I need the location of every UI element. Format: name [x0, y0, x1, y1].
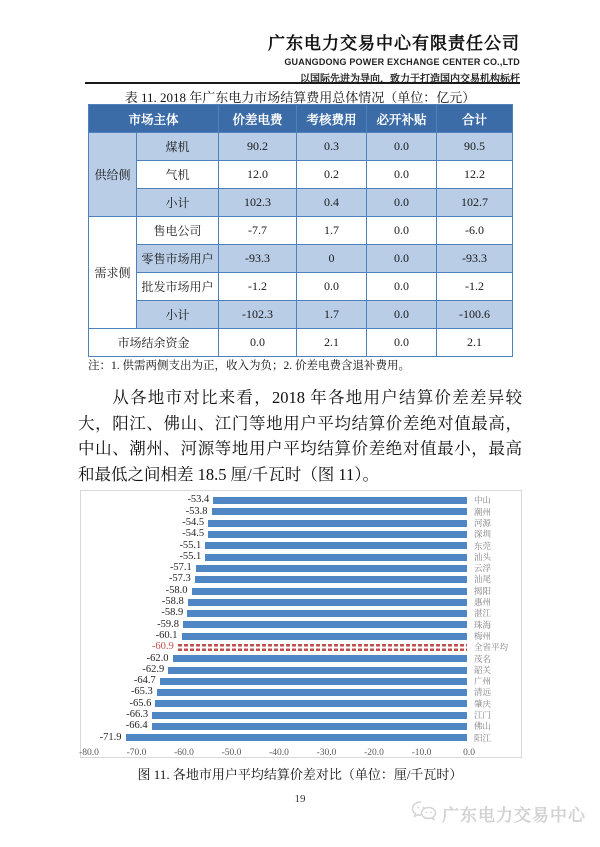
- chart-bar-row: [89, 687, 513, 698]
- bar-value-label: -59.8: [157, 618, 179, 630]
- chart-x-axis: [79, 747, 475, 762]
- company-slogan: 以国际先进为导向，致力于打造国内交易机构标杆: [300, 74, 520, 86]
- table-row: [89, 245, 513, 273]
- city-bar: [195, 576, 467, 583]
- row-label-cell: 小计: [137, 301, 219, 329]
- city-bar: [173, 655, 468, 662]
- x-axis-tick: -80.0: [79, 747, 99, 758]
- value-cell: 0.0: [219, 329, 297, 357]
- chart-bar-row: [89, 495, 513, 506]
- city-label: 东莞: [474, 540, 492, 551]
- city-bar: [126, 734, 468, 741]
- city-bar: [182, 633, 468, 640]
- city-bar: [157, 689, 467, 696]
- chart-bar-row: [89, 664, 513, 675]
- chart-bar-row: [89, 551, 513, 562]
- paragraph-text: 从各地市对比来看，2018 年各地用户结算价差差异较大，阳江、佛山、江门等地用户平均结算价差绝对值最高，中山、潮州、河源等地用户平均结算价差绝对值最小，最高和最低之间相差 18.5 厘/千瓦时（图 11）。: [78, 388, 522, 484]
- chart-bar-row: [89, 676, 513, 687]
- value-cell: -1.2: [437, 273, 513, 301]
- page-header: [85, 34, 520, 85]
- city-bar: [183, 621, 467, 628]
- city-label: 湛江: [474, 608, 492, 619]
- column-header: 价差电费: [219, 105, 297, 133]
- x-axis-tick: -70.0: [126, 747, 147, 758]
- row-label-cell: 批发市场用户: [137, 273, 219, 301]
- x-axis-tick: -50.0: [221, 747, 242, 758]
- bar-value-label: -62.9: [142, 663, 165, 675]
- row-label-cell: 售电公司: [137, 217, 219, 245]
- bar-value-label: -54.5: [182, 528, 205, 540]
- row-group-cell: 供给侧: [89, 133, 137, 217]
- city-bar: [196, 565, 467, 572]
- figure-caption: 图 11. 各地市用户平均结算价差对比（单位：厘/千瓦时）: [137, 767, 463, 782]
- value-cell: -6.0: [437, 217, 513, 245]
- watermark-text: 广东电力交易中心: [442, 806, 586, 825]
- x-axis-tick: -60.0: [174, 747, 194, 758]
- city-label: 云浮: [474, 563, 492, 574]
- bar-value-label: -58.0: [165, 584, 188, 596]
- chart-bar-row: [89, 529, 513, 540]
- bar-value-label: -60.1: [155, 629, 178, 641]
- city-label: 河源: [474, 517, 492, 528]
- watermark: [411, 800, 586, 827]
- bar-value-label: -53.4: [187, 494, 210, 506]
- table-header-row: [89, 105, 513, 133]
- value-cell: 0.0: [367, 329, 437, 357]
- bar-value-label: -53.8: [185, 505, 208, 517]
- bar-value-label: -57.1: [169, 562, 192, 574]
- settlement-table: [88, 104, 513, 357]
- page-number: 19: [294, 793, 306, 805]
- chart-bar-row: [89, 710, 513, 721]
- value-cell: 102.3: [219, 189, 297, 217]
- chart-bar-row: [89, 540, 513, 551]
- chart-bar-row: [89, 698, 513, 709]
- city-label: 全省平均: [474, 642, 509, 653]
- column-header: 考核费用: [297, 105, 367, 133]
- value-cell: 12.2: [437, 161, 513, 189]
- value-cell: 2.1: [437, 329, 513, 357]
- value-cell: -93.3: [219, 245, 297, 273]
- table-row: [89, 329, 513, 357]
- column-header: 合计: [437, 105, 513, 133]
- chart-bar-row: [89, 653, 513, 664]
- chart-bar-row: [89, 631, 513, 642]
- row-label-cell: 煤机: [137, 133, 219, 161]
- city-label: 佛山: [474, 721, 492, 732]
- chart-bar-row: [89, 518, 513, 529]
- value-cell: 102.7: [437, 189, 513, 217]
- city-bar: [152, 712, 467, 719]
- bar-value-label: -65.6: [129, 697, 152, 709]
- value-cell: 0.0: [367, 301, 437, 329]
- city-bar: [208, 520, 467, 527]
- city-label: 深圳: [474, 529, 492, 540]
- city-bar: [152, 723, 467, 730]
- chart-bar-row: [89, 585, 513, 596]
- bar-value-label: -65.3: [130, 686, 153, 698]
- wechat-icon: [411, 800, 442, 827]
- city-bar: [205, 554, 467, 561]
- body-paragraph: [78, 385, 522, 487]
- row-group-cell: 需求侧: [89, 217, 137, 329]
- city-label: 中山: [474, 495, 492, 506]
- value-cell: 0.0: [367, 217, 437, 245]
- x-axis-tick: -40.0: [269, 747, 289, 758]
- row-label-cell: 零售市场用户: [137, 245, 219, 273]
- city-label: 潮州: [474, 506, 492, 517]
- city-label: 珠海: [474, 619, 492, 630]
- city-bar: [188, 599, 467, 606]
- x-axis-tick: -30.0: [316, 747, 337, 758]
- bar-value-label: -57.3: [168, 573, 191, 585]
- chart-bar-row: [89, 732, 513, 743]
- company-name-cn: 广东电力交易中心有限责任公司: [268, 34, 520, 53]
- price-diff-bar-chart: [80, 490, 522, 758]
- x-axis-tick: -20.0: [364, 747, 384, 758]
- value-cell: 0.0: [367, 273, 437, 301]
- value-cell: -1.2: [219, 273, 297, 301]
- chart-bar-row: [89, 721, 513, 732]
- table-row: [89, 189, 513, 217]
- chart-rows: [89, 495, 513, 744]
- chart-bar-row: [89, 506, 513, 517]
- value-cell: 0.4: [297, 189, 367, 217]
- city-bar: [187, 610, 467, 617]
- city-label: 惠州: [474, 597, 492, 608]
- city-bar: [192, 588, 468, 595]
- table-row: [89, 133, 513, 161]
- city-bar: [160, 678, 467, 685]
- value-cell: 0.0: [367, 133, 437, 161]
- column-header: 必开补贴: [367, 105, 437, 133]
- table-row: [89, 161, 513, 189]
- value-cell: 0.3: [297, 133, 367, 161]
- company-name-en: GUANGDONG POWER EXCHANGE CENTER CO.,LTD: [284, 57, 520, 68]
- value-cell: 90.2: [219, 133, 297, 161]
- value-cell: 90.5: [437, 133, 513, 161]
- value-cell: 0.0: [367, 161, 437, 189]
- value-cell: 0: [297, 245, 367, 273]
- city-label: 汕尾: [474, 574, 492, 585]
- header-divider: [85, 82, 520, 84]
- table-title: 表 11. 2018 年广东电力市场结算费用总体情况（单位：亿元）: [124, 90, 476, 105]
- table-row: [89, 217, 513, 245]
- value-cell: 12.0: [219, 161, 297, 189]
- table-note: 注：1. 供需两侧支出为正，收入为负；2. 价差电费含退补费用。: [88, 360, 410, 372]
- value-cell: 0.0: [367, 245, 437, 273]
- row-label-cell: 市场结余资金: [89, 329, 219, 357]
- city-bar: [208, 531, 467, 538]
- average-bar: [178, 644, 467, 651]
- settlement-table-body: [89, 133, 513, 357]
- city-label: 阳江: [474, 732, 492, 743]
- value-cell: 1.7: [297, 217, 367, 245]
- x-axis-tick: 0.0: [463, 747, 475, 758]
- city-label: 广州: [474, 676, 492, 687]
- row-label-cell: 气机: [137, 161, 219, 189]
- chart-bar-row: [89, 642, 513, 653]
- bar-value-label: -58.8: [161, 596, 184, 608]
- city-label: 清远: [474, 687, 492, 698]
- city-bar: [212, 508, 468, 515]
- city-label: 梅州: [474, 630, 492, 641]
- bar-value-label: -71.9: [99, 731, 122, 743]
- row-label-cell: 小计: [137, 189, 219, 217]
- bar-value-label: -54.5: [182, 516, 205, 528]
- bar-value-label: -55.1: [179, 539, 202, 551]
- value-cell: 1.7: [297, 301, 367, 329]
- x-axis-tick: -10.0: [411, 747, 432, 758]
- value-cell: 2.1: [297, 329, 367, 357]
- value-cell: -7.7: [219, 217, 297, 245]
- city-label: 揭阳: [474, 585, 492, 596]
- bar-value-label: -66.4: [125, 720, 148, 732]
- table-row: [89, 273, 513, 301]
- table-row: [89, 301, 513, 329]
- city-bar: [155, 700, 467, 707]
- chart-bar-row: [89, 619, 513, 630]
- bar-value-label: -64.7: [133, 675, 156, 687]
- value-cell: -100.6: [437, 301, 513, 329]
- city-label: 韶关: [474, 664, 492, 675]
- chart-bar-row: [89, 597, 513, 608]
- bar-value-label: -62.0: [146, 652, 169, 664]
- bar-value-label: -60.9: [151, 641, 174, 653]
- bar-value-label: -58.9: [161, 607, 184, 619]
- bar-value-label: -66.3: [126, 709, 149, 721]
- city-label: 汕头: [474, 551, 492, 562]
- column-header: 市场主体: [89, 105, 219, 133]
- value-cell: -102.3: [219, 301, 297, 329]
- city-label: 江门: [474, 710, 492, 721]
- value-cell: 0.0: [367, 189, 437, 217]
- value-cell: -93.3: [437, 245, 513, 273]
- city-bar: [213, 497, 467, 504]
- value-cell: 0.0: [297, 273, 367, 301]
- value-cell: 0.2: [297, 161, 367, 189]
- bar-value-label: -55.1: [179, 550, 202, 562]
- city-label: 肇庆: [474, 698, 492, 709]
- city-bar: [168, 667, 467, 674]
- city-bar: [205, 542, 467, 549]
- chart-bar-row: [89, 574, 513, 585]
- chart-bar-row: [89, 563, 513, 574]
- chart-bar-row: [89, 608, 513, 619]
- city-label: 茂名: [474, 653, 492, 664]
